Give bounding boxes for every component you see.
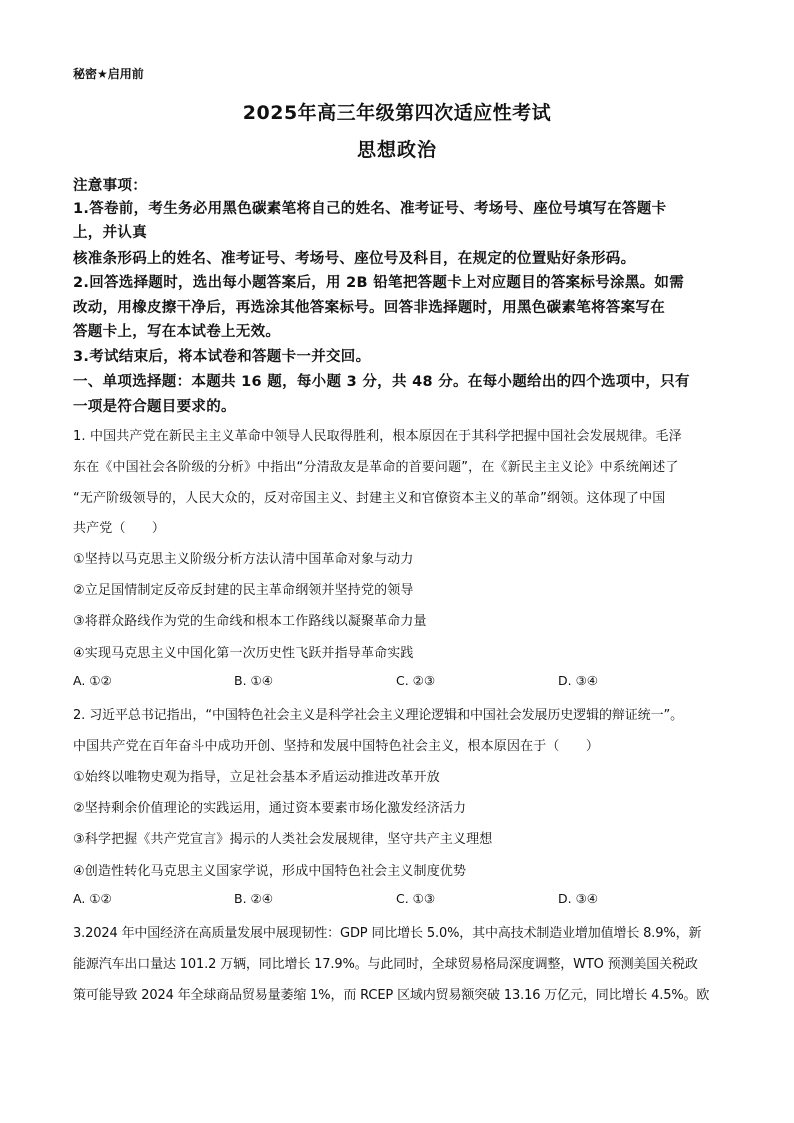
question-2-option-c[interactable]: C. ①③	[396, 891, 436, 906]
question-1-option-b[interactable]: B. ①④	[234, 673, 273, 688]
question-3-stem: 3.2024 年中国经济在高质量发展中展现韧性：GDP 同比增长 5.0%，其中高技术制造业增加值增长 8.9%，新	[73, 926, 702, 941]
question-1-option-a[interactable]: A. ①②	[73, 673, 112, 688]
question-2-statement: ④创造性转化马克思主义国家学说，形成中国特色社会主义制度优势	[73, 864, 467, 879]
notice-heading: 注意事项：	[73, 178, 147, 194]
question-2-option-b[interactable]: B. ②④	[234, 891, 273, 906]
question-2-statement: ②坚持剩余价值理论的实践运用，通过资本要素市场化激发经济活力	[73, 801, 467, 816]
notice-item: 上，并认真	[73, 225, 147, 241]
notice-item: 答题卡上，写在本试卷上无效。	[73, 324, 281, 340]
notice-item: 1.答卷前，考生务必用黑色碳素笔将自己的姓名、准考证号、考场号、座位号填写在答题卡	[73, 201, 667, 217]
notice-item: 2.回答选择题时，选出每小题答案后，用 2B 铅笔把答题卡上对应题目的答案标号涂黑。如需	[73, 275, 685, 291]
question-1-statement: ④实现马克思主义中国化第一次历史性飞跃并指导革命实践	[73, 646, 414, 661]
question-2-stem: 2. 习近平总书记指出，“中国特色社会主义是科学社会主义理论逻辑和中国社会发展历史逻辑的辩证统一”。	[73, 708, 684, 723]
question-1-statement: ③将群众路线作为党的生命线和根本工作路线以凝聚革命力量	[73, 614, 427, 629]
question-1-statement: ①坚持以马克思主义阶级分析方法认清中国革命对象与动力	[73, 552, 414, 567]
question-2-option-a[interactable]: A. ①②	[73, 891, 112, 906]
section-heading: 一项是符合题目要求的。	[73, 399, 236, 415]
exam-title: 2025年高三年级第四次适应性考试	[242, 102, 552, 124]
notice-item: 核准条形码上的姓名、准考证号、考场号、座位号及科目，在规定的位置贴好条形码。	[73, 251, 636, 267]
confidential-label: 秘密★启用前	[73, 67, 144, 81]
question-3-stem: 能源汽车出口量达 101.2 万辆，同比增长 17.9%。与此同时，全球贸易格局深度调整，WTO 预测美国关税政	[73, 957, 698, 972]
question-1-stem: “无产阶级领导的，人民大众的，反对帝国主义、封建主义和官僚资本主义的革命”纲领。这体现了中国	[73, 491, 666, 506]
question-1-stem: 共产党（ ）	[73, 521, 166, 536]
question-2-option-d[interactable]: D. ③④	[558, 891, 598, 906]
subject-title: 思想政治	[356, 139, 437, 161]
question-1-stem: 1. 中国共产党在新民主主义革命中领导人民取得胜利，根本原因在于其科学把握中国社会发展规律。毛泽	[73, 429, 682, 444]
question-1-stem: 东在《中国社会各阶级的分析》中指出“分清敌友是革命的首要问题”，在《新民主主义论》中系统阐述了	[73, 460, 679, 475]
question-2-statement: ③科学把握《共产党宣言》揭示的人类社会发展规律，坚守共产主义理想	[73, 832, 493, 847]
notice-item: 改动，用橡皮擦干净后，再选涂其他答案标号。回答非选择题时，用黑色碳素笔将答案写在	[73, 300, 665, 316]
question-1-option-c[interactable]: C. ②③	[396, 673, 436, 688]
question-1-statement: ②立足国情制定反帝反封建的民主革命纲领并坚持党的领导	[73, 583, 414, 598]
question-1-option-d[interactable]: D. ③④	[558, 673, 598, 688]
question-2-stem: 中国共产党在百年奋斗中成功开创、坚持和发展中国特色社会主义，根本原因在于（ ）	[73, 739, 600, 754]
section-heading: 一、单项选择题：本题共 16 题，每小题 3 分，共 48 分。在每小题给出的四个选项中，只有	[73, 374, 690, 390]
notice-item: 3.考试结束后，将本试卷和答题卡一并交回。	[73, 349, 371, 365]
question-2-statement: ①始终以唯物史观为指导，立足社会基本矛盾运动推进改革开放	[73, 770, 440, 785]
question-3-stem: 策可能导致 2024 年全球商品贸易量萎缩 1%，而 RCEP 区域内贸易额突破 13.16 万亿元，同比增长 4.5%。欧	[73, 988, 710, 1003]
